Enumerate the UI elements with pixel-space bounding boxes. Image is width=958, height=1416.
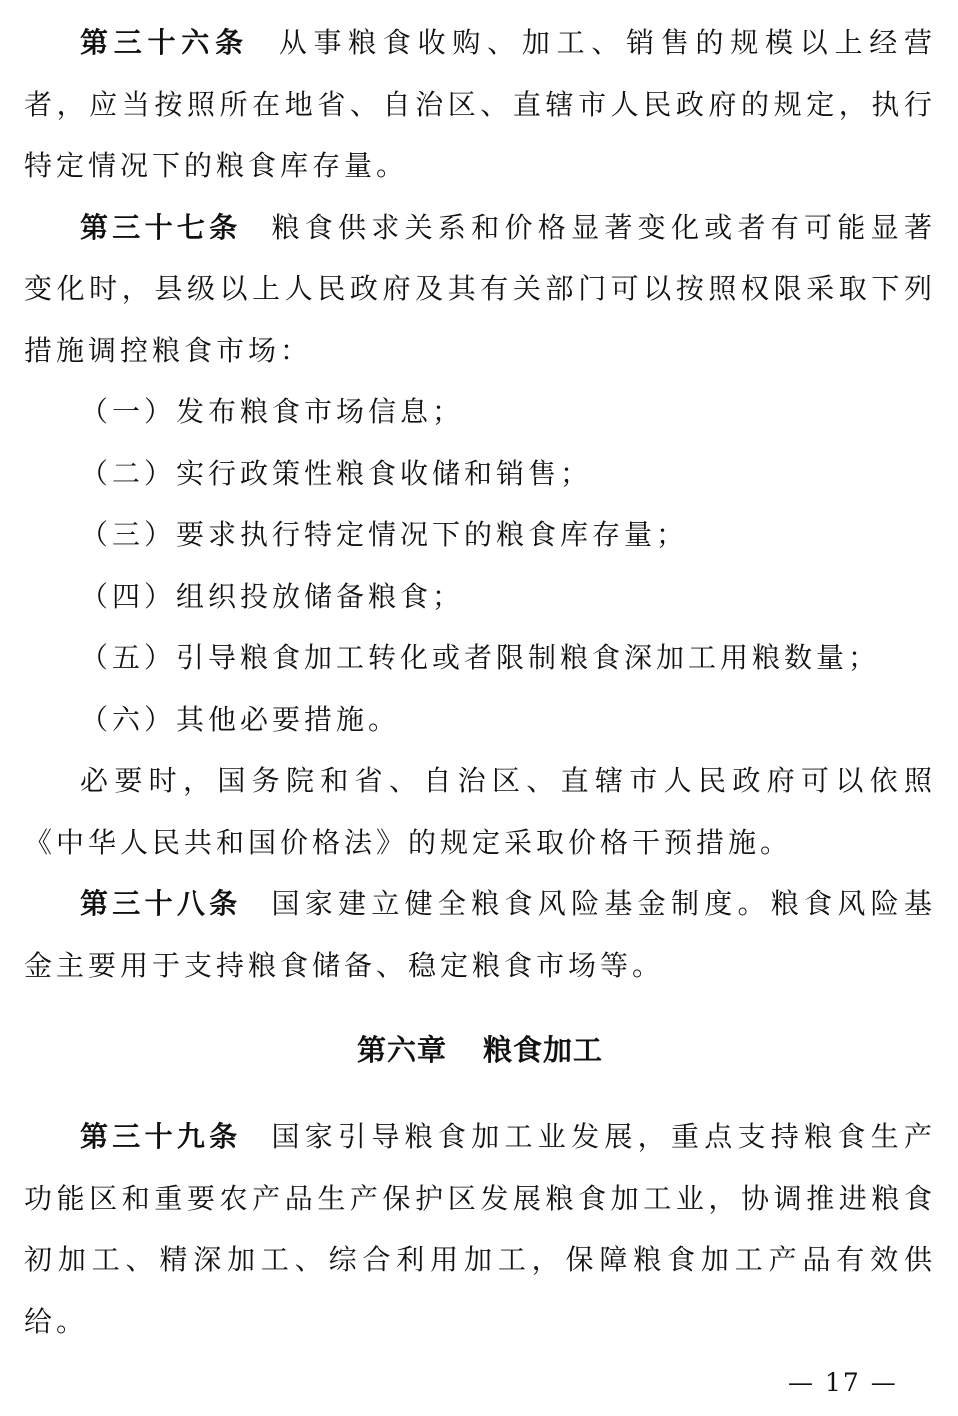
article-37-item-6: （六）其他必要措施。: [80, 702, 401, 736]
article-37-item-3: （三）要求执行特定情况下的粮食库存量；: [80, 518, 689, 551]
article-36: [24, 12, 936, 197]
chapter-title: 粮食加工: [483, 1033, 604, 1067]
article-37-item-4: （四）组织投放储备粮食；: [80, 579, 465, 613]
article-39: [24, 1106, 936, 1352]
article-38: [24, 873, 936, 996]
article-37-closing: 必要时，国务院和省、自治区、直辖市人民政府可以依照《中华人民共和国价格法》的规定采取价格干预措施。: [24, 764, 936, 859]
article-38-text: 国家建立健全粮食风险基金制度。粮食风险基金主要用于支持粮食储备、稳定粮食市场等。: [24, 887, 936, 982]
chapter-heading: [24, 1028, 936, 1072]
article-39-text: 国家引导粮食加工业发展，重点支持粮食生产功能区和重要农产品生产保护区发展粮食加工业，协调推进粮食初加工、精深加工、综合利用加工，保障粮食加工产品有效供给。: [24, 1120, 936, 1338]
document-page: [24, 12, 936, 1352]
article-37-item-5: （五）引导粮食加工转化或者限制粮食深加工用粮数量；: [80, 641, 881, 674]
article-37-text: 粮食供求关系和价格显著变化或者有可能显著变化时，县级以上人民政府及其有关部门可以按照权限采取下列措施调控粮食市场：: [24, 210, 936, 367]
article-36-label: 第三十六条: [80, 26, 249, 59]
article-37-item-1: （一）发布粮食市场信息；: [80, 395, 465, 428]
chapter-number: 第六章: [356, 1033, 447, 1067]
page-number: — 17 —: [788, 1368, 898, 1397]
article-38-label: 第三十八条: [80, 887, 242, 920]
article-37-item-2: （二）实行政策性粮食收储和销售；: [80, 456, 593, 490]
article-37-label: 第三十七条: [80, 210, 242, 244]
article-36-text: 从事粮食收购、加工、销售的规模以上经营者，应当按照所在地省、自治区、直辖市人民政府的规定，执行特定情况下的粮食库存量。: [24, 26, 936, 182]
article-37: [24, 197, 936, 382]
article-39-label: 第三十九条: [80, 1120, 242, 1153]
